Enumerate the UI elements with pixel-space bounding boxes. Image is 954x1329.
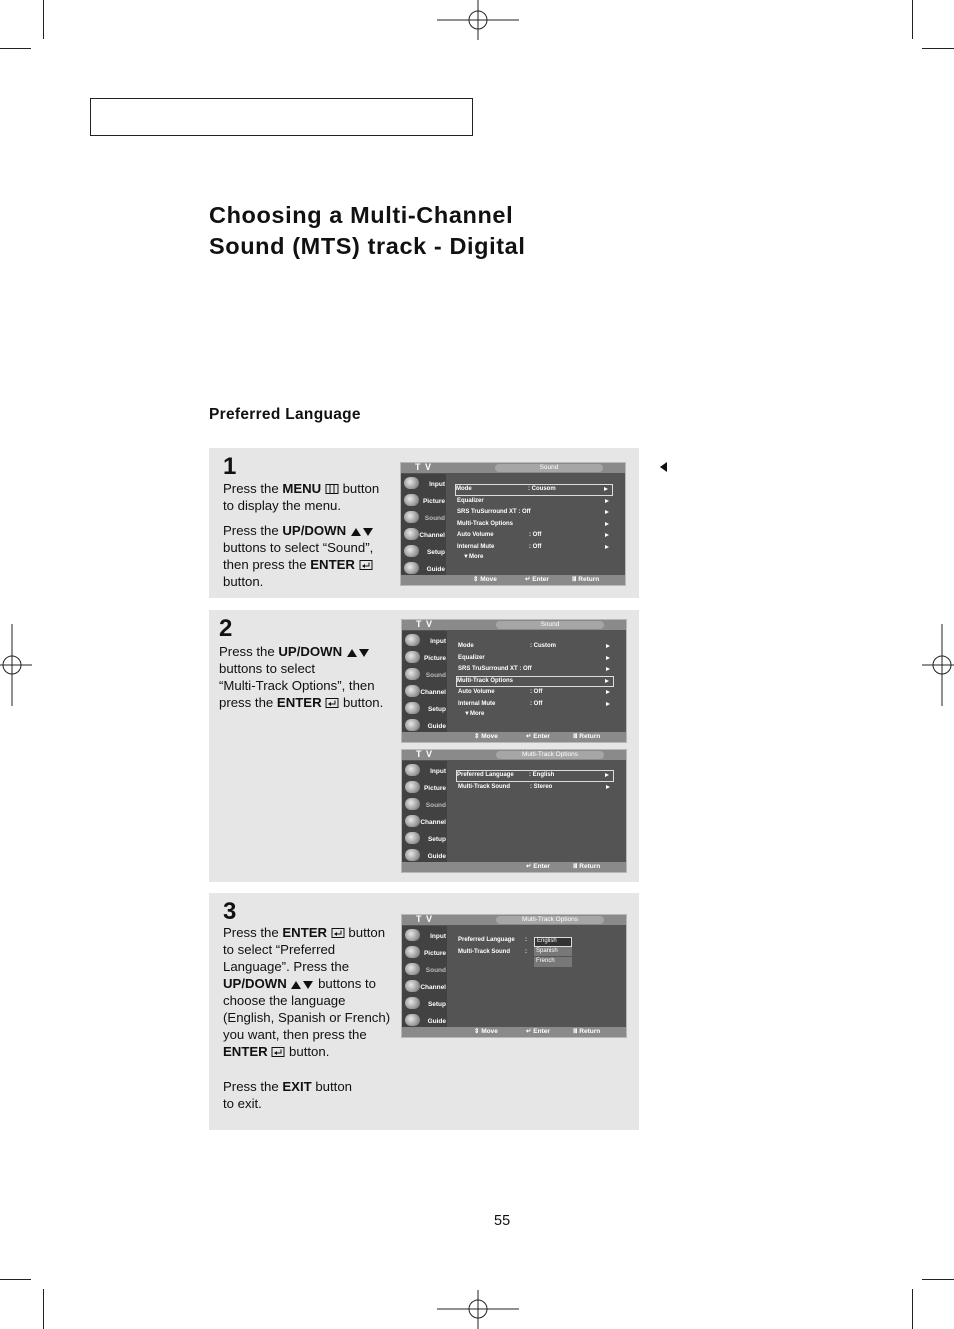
menu-button-icon xyxy=(325,484,339,494)
setup-icon xyxy=(405,702,420,714)
language-option: French xyxy=(534,957,572,968)
left-arrow-icon xyxy=(660,462,667,472)
picture-icon xyxy=(404,494,419,506)
crop-mark xyxy=(922,1279,954,1280)
tv-osd-sound-menu: T V Sound Input Picture Sound Channel Setup Guide Mode : Cousom Equalizer SRS TruSurround XT : Off Multi-Track Options Auto Volume : Off Internal Mute : Off ▼More ⇕ Move ↵ Enter Ⅲ Return xyxy=(400,462,626,586)
step-2-instructions: Press the UP/DOWN buttons to select “Multi-Track Options”, then press the ENTER button. xyxy=(219,644,384,710)
registration-mark-right xyxy=(922,624,954,706)
more-indicator: ▼More xyxy=(463,554,484,560)
sound-icon xyxy=(405,963,420,975)
picture-icon xyxy=(405,781,420,793)
title-line: Sound (MTS) track - Digital xyxy=(209,233,526,259)
up-down-icon xyxy=(346,648,370,657)
page-number: 55 xyxy=(494,1213,511,1229)
header-box xyxy=(90,98,473,136)
channel-icon xyxy=(404,528,419,540)
input-icon xyxy=(404,477,419,489)
crop-mark xyxy=(912,0,913,39)
section-heading: Preferred Language xyxy=(209,406,361,423)
language-option: English xyxy=(534,937,572,947)
picture-icon xyxy=(405,651,420,663)
crop-mark xyxy=(43,0,44,39)
step-2-panel xyxy=(209,610,639,882)
guide-icon xyxy=(404,562,419,574)
step-1-panel xyxy=(209,448,639,598)
registration-mark-top xyxy=(437,0,519,40)
input-icon xyxy=(405,929,420,941)
setup-icon xyxy=(404,545,419,557)
step-number: 2 xyxy=(219,615,233,642)
input-icon xyxy=(405,764,420,776)
up-down-icon xyxy=(290,980,314,989)
language-option: Spanish xyxy=(534,947,572,958)
input-icon xyxy=(405,634,420,646)
title-line: Choosing a Multi-Channel xyxy=(209,202,514,228)
setup-icon xyxy=(405,997,420,1009)
tv-osd-multi-track-options: T V Multi-Track Options Input Picture Sound Channel Setup Guide Preferred Language : English Multi-Track Sound : Stereo ↵ Enter Ⅲ Return xyxy=(401,749,627,873)
picture-icon xyxy=(405,946,420,958)
enter-icon xyxy=(359,559,373,570)
step-3-instructions: Press the ENTER button to select “Preferred Language”. Press the UP/DOWN buttons to choose the language (English, Spanish or French) you want, then press the ENTER button. Press the EXIT button to exit. xyxy=(223,925,391,1111)
setup-icon xyxy=(405,832,420,844)
crop-mark xyxy=(912,1289,913,1329)
registration-mark-bottom xyxy=(437,1290,519,1329)
enter-icon xyxy=(325,697,339,708)
crop-mark xyxy=(0,1279,31,1280)
channel-icon xyxy=(405,685,420,697)
up-down-icon xyxy=(350,527,374,536)
step-number: 1 xyxy=(223,453,237,480)
enter-icon xyxy=(271,1046,285,1057)
crop-mark xyxy=(922,48,954,49)
tv-osd-sound-menu: T V Sound Input Picture Sound Channel Setup Guide Mode : Custom Equalizer SRS TruSurround XT : Off Multi-Track Options Auto Volume : Off Internal Mute : Off ▼More ⇕ Move ↵ Enter Ⅲ Return xyxy=(401,619,627,743)
page-title xyxy=(209,200,525,262)
sound-icon xyxy=(404,511,419,523)
channel-icon xyxy=(405,980,420,992)
step-number: 3 xyxy=(223,898,237,925)
enter-icon xyxy=(331,927,345,938)
crop-mark xyxy=(0,48,31,49)
registration-mark-left xyxy=(0,624,32,706)
language-dropdown xyxy=(534,937,572,968)
sound-icon xyxy=(405,668,420,680)
guide-icon xyxy=(405,849,420,861)
crop-mark xyxy=(43,1289,44,1329)
guide-icon xyxy=(405,719,420,731)
step-3-panel xyxy=(209,893,639,1130)
channel-icon xyxy=(405,815,420,827)
sound-icon xyxy=(405,798,420,810)
step-1-instructions: Press the MENU button to display the menu. Press the UP/DOWN buttons to select “Sound”, then press the ENTER button. xyxy=(223,481,380,589)
guide-icon xyxy=(405,1014,420,1026)
tv-osd-multi-track-options-open: T V Multi-Track Options Input Picture Sound Channel Setup Guide Preferred Language : Multi-Track Sound : English Spanish French ⇕ Move ↵ Enter Ⅲ Return xyxy=(401,914,627,1038)
more-indicator: ▼More xyxy=(464,711,485,717)
